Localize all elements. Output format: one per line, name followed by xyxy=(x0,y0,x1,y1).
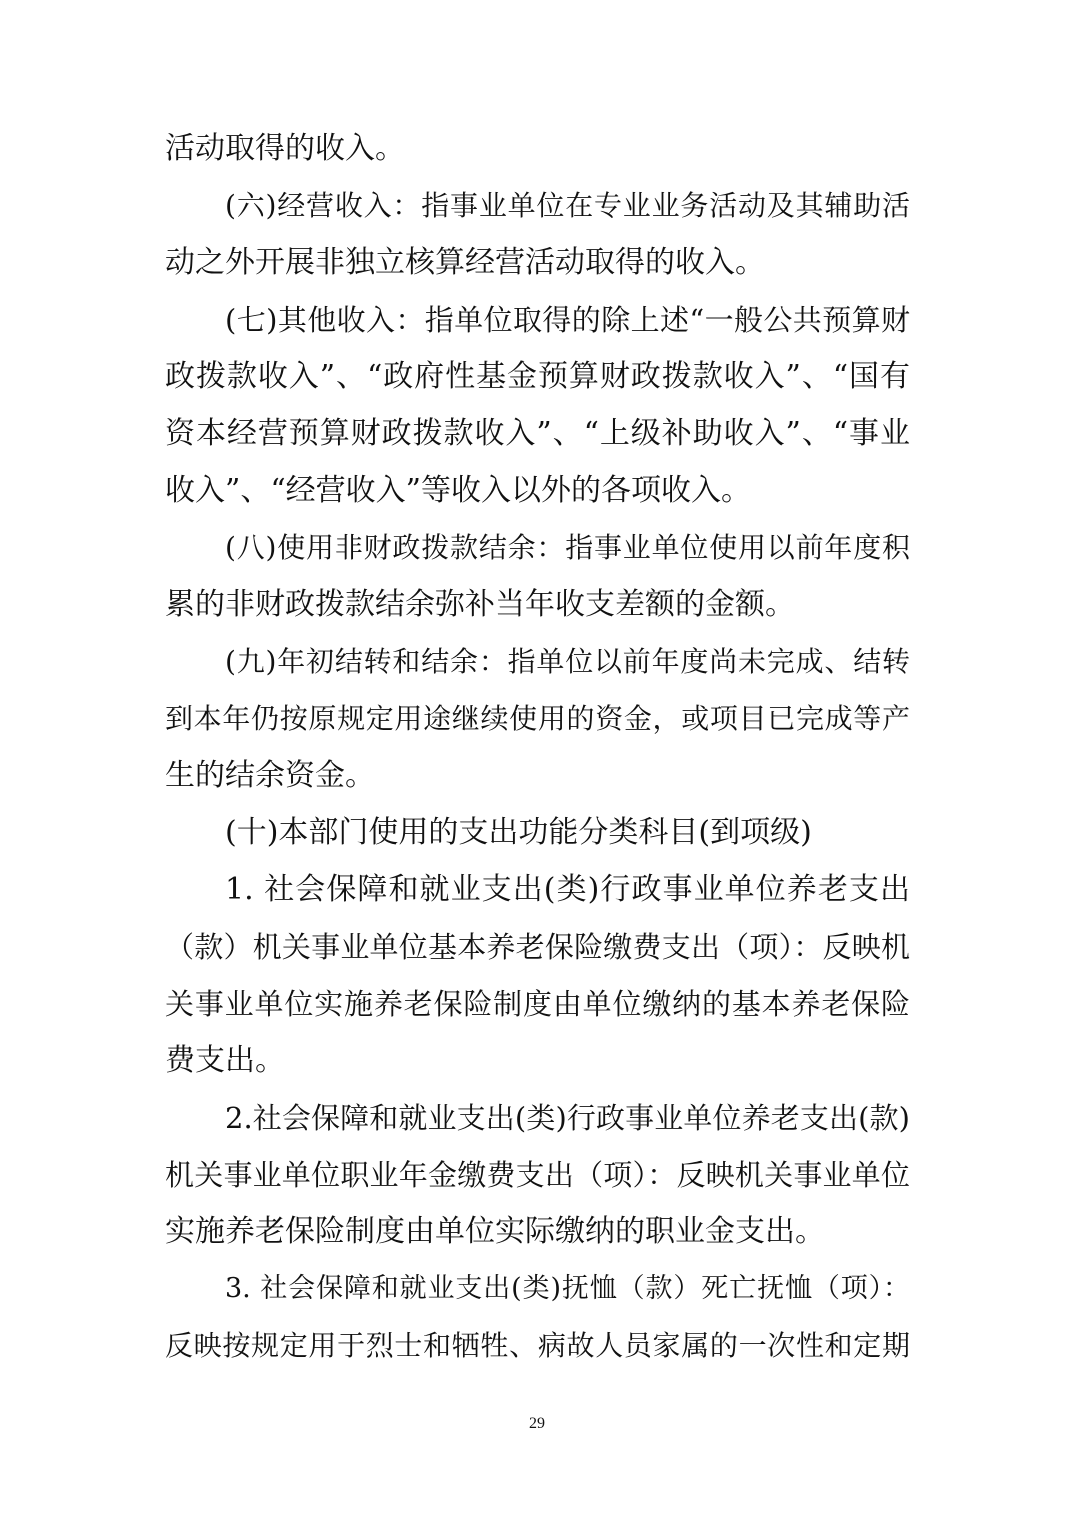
page-number: 29 xyxy=(529,1415,545,1432)
text-line: 活动取得的收入。 xyxy=(165,131,405,166)
text-line: (九)年初结转和结余：指单位以前年度尚未完成、结转 xyxy=(225,645,910,678)
text-line: 实施养老保险制度由单位实际缴纳的职业金支出。 xyxy=(165,1214,825,1249)
text-line: 政拨款收入”、“政府性基金预算财政拨款收入”、“国有 xyxy=(165,359,910,394)
text-line: （款）机关事业单位基本养老保险缴费支出（项）：反映机 xyxy=(165,930,910,964)
text-line: 资本经营预算财政拨款收入”、“上级补助收入”、“事业 xyxy=(165,416,910,451)
text-line: 关事业单位实施养老保险制度由单位缴纳的基本养老保险 xyxy=(165,987,910,1021)
text-line: 收入”、“经营收入”等收入以外的各项收入。 xyxy=(165,473,752,508)
text-line: 费支出。 xyxy=(165,1043,285,1078)
text-line: 累的非财政拨款结余弥补当年收支差额的金额。 xyxy=(165,587,795,622)
text-line: 3. 社会保障和就业支出(类)抚恤（款）死亡抚恤（项）： xyxy=(225,1273,910,1304)
text-line: 1. 社会保障和就业支出(类)行政事业单位养老支出 xyxy=(225,872,910,907)
text-line: 反映按规定用于烈士和牺牲、病故人员家属的一次性和定期 xyxy=(165,1329,910,1362)
section-heading: (十)本部门使用的支出功能分类科目(到项级) xyxy=(225,815,812,850)
text-line: (七)其他收入：指单位取得的除上述“一般公共预算财 xyxy=(225,303,910,337)
text-line: 机关事业单位职业年金缴费支出（项）：反映机关事业单位 xyxy=(165,1158,910,1192)
text-line: 动之外开展非独立核算经营活动取得的收入。 xyxy=(165,245,765,280)
text-line: 生的结余资金。 xyxy=(165,758,375,793)
text-line: (六)经营收入：指事业单位在专业业务活动及其辅助活 xyxy=(225,189,910,222)
text-line: (八)使用非财政拨款结余：指事业单位使用以前年度积 xyxy=(225,531,910,564)
text-line: 到本年仍按原规定用途继续使用的资金，或项目已完成等产 xyxy=(165,702,910,735)
text-line: 2.社会保障和就业支出(类)行政事业单位养老支出(款) xyxy=(225,1101,910,1135)
